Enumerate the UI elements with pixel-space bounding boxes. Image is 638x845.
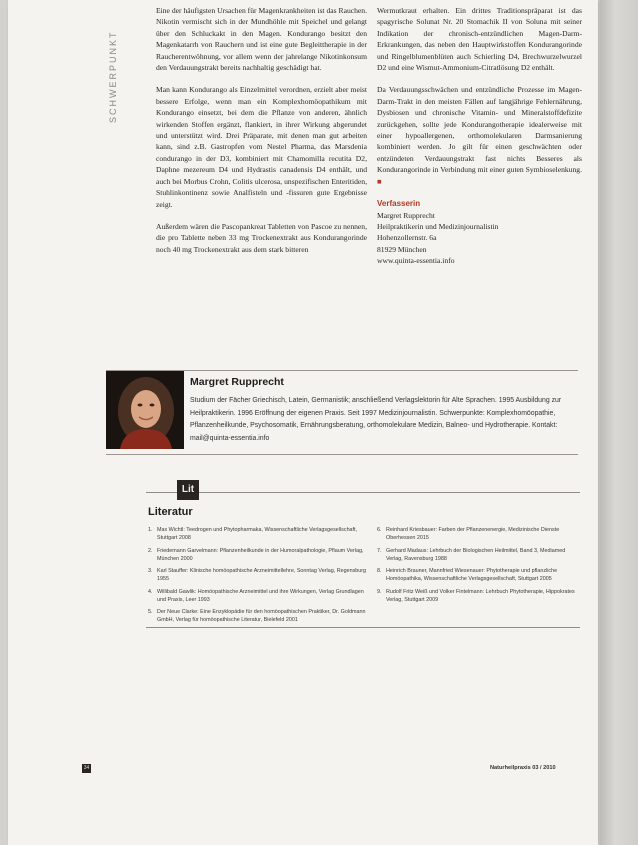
author-website[interactable]: www.quinta-essentia.info (377, 256, 455, 266)
literature-title: Literatur (148, 506, 193, 518)
reference-item: 1. Max Wichtl: Teedrogen und Phytopharmaka, Wissenschaftliche Verlagsgesellschaft, Stuttgart 2008 (148, 527, 358, 542)
article-column-left (156, 5, 367, 266)
author-bio-box (106, 370, 578, 455)
paragraph (377, 84, 582, 187)
bio-text: Studium der Fächer Griechisch, Latein, Germanistik; anschließend Verlagslektorin für Alte Sprachen. 1995 Ausbildung zur Heilpraktikerin. 1996 Eröffnung der eigenen Praxis. Seit 1997 Medizinjournalistin. Schwerpunkte: Komplexhomöopathie, Pflanzenheilkunde, Psychosomatik, Ernährungsberatung, orthomolekulare Medizin, Balneo- und Hydrotherapie. Kontakt: mail@quinta-essentia.info (190, 397, 562, 442)
literature-list-left (148, 526, 370, 629)
magazine-footer (490, 765, 556, 771)
author-city: 81929 München (377, 244, 427, 254)
reference-item: 7. Gerhard Madaus: Lehrbuch der Biologischen Heilmittel, Band 3, Mediamed Verlag, Ravensburg 1988 (377, 547, 566, 562)
author-name: Margret Rupprecht (377, 210, 435, 220)
magazine-issue: Naturheilpraxis 03 / 2010 (490, 765, 556, 771)
reference-item: 8. Heinrich Brauner, Mannfried Wiesenauer: Phytotherapie und pflanzliche Homöopathika, Wissenschaftliche Verlagsgesellschaft, Stuttgart 2005 (377, 568, 558, 583)
page-number: 34 (83, 765, 90, 771)
divider (146, 492, 580, 493)
reference-item: 2. Friedemann Garvelmann: Pflanzenheilkunde in der Humoralpathologie, Pflaum Verlag, München 2000 (148, 547, 364, 562)
author-photo (106, 371, 184, 449)
author-info (377, 210, 582, 267)
author-street: Hohenzollernstr. 6a (377, 233, 437, 243)
paragraph: Außerdem wären die Pascopankreat Tabletten von Pascoe zu nennen, die pro Tablette neben 33 mg Trockenextrakt aus Kondurangorinde noch 40 mg Trockenextrakt aus dem stark bitteren (156, 221, 367, 254)
bio-name: Margret Rupprecht (190, 376, 284, 388)
literature-list-right (377, 526, 580, 608)
paragraph: Eine der häufigsten Ursachen für Magenkrankheiten ist das Rauchen. Nikotin vermischt sich in der Mundhöhle mit Speichel und gelangt über den Schluckakt in den Magen. Kondurango besitzt den Magenkatarrh von Rauchern und ist eine gute Begleittherapie in der Raucherentwöhnung, vor allem wenn der jahrelange Nikotinkonsum den Verdauungstrakt bereits nachhaltig geschädigt hat. (156, 6, 367, 73)
literature-icon: Lit (177, 480, 199, 500)
article-end-mark: ■ (377, 176, 382, 186)
reference-item: 4. Willibald Gawlik: Homöopathische Arzneimittel und ihre Wirkungen, Verlag Grundlagen und Praxis, Leer 1993 (148, 588, 364, 603)
section-label: SCHWERPUNKT (108, 30, 118, 123)
author-profession: Heilpraktikerin und Medizinjournalistin (377, 221, 499, 231)
reference-item: 3. Karl Stauffer: Klinische homöopathische Arzneimittellehre, Sonntag Verlag, Regensburg 1955 (148, 568, 367, 583)
reference-item: 9. Rudolf Fritz Weiß und Volker Fintelmann: Lehrbuch Phytotherapie, Hippokrates Verlag, Stuttgart 2009 (377, 588, 575, 603)
adjacent-page-edge (600, 0, 638, 845)
divider (146, 627, 580, 628)
reference-item: 5. Der Neue Clarke: Eine Enzyklopädie für den homöopathischen Praktiker, Dr. Goldmann GmbH, Verlag für homöopathische Literatur, Bielefeld 2001 (148, 609, 366, 624)
reference-item: 6. Reinhard Kriesbauer: Farben der Pflanzenenergie, Medizinische Dienste Oberhessen 2015 (377, 527, 560, 542)
author-heading: Verfasserin (377, 199, 421, 209)
paragraph: Wermutkraut erhalten. Ein drittes Traditionspräparat ist das spagyrische Solunat Nr. 20 Stomachik II von Soluna mit seiner Indikation der chronisch-entzündlichen Magen-Darm-Erkrankungen, das neben den Hauptwirkstoffen Kondurangorinde und Ringelblumenblüten auch Schierling D4, Brechwurzelwurzel D2 und eine Wismut-Ammonium-Citratlösung D2 enthält. (377, 6, 582, 73)
article-column-right (377, 5, 582, 267)
paragraph-text: Da Verdauungsschwächen und entzündliche Prozesse im Magen-Darm-Trakt in den meisten Fällen auf langjährige Fehlernährung, Dysbiosen und chronische Vitamin- und Mineralstoffdefizite zurückgehen, sollte jede Kondurangotherapie idealerweise mit einer hypoallergenen, orthomolekularen Darmsanierung kombiniert werden. Jo gilt für einen geschwächten oder entzündeten Verdauungstrakt fast nichts Besseres als Kondurangorinde in Verbindung mit einer guten Symbioselenkung. (377, 85, 582, 175)
paragraph: Man kann Kondurango als Einzelmittel verordnen, erzielt aber meist bessere Erfolge, wenn man ein Komplexhomöopathikum mit Kondurango einsetzt, bei dem die Pflanze von anderen, ähnlich wirkenden Stoffen ergänzt, flankiert, in ihrer Wirkung abgerundet und unterstützt wird. Drei Präparate, mit denen man gut arbeiten kann, sind z.B. Gastropfen vom Nestel Pharma, das Marsdenia condurango in der D3, kombiniert mit Chamomilla recutita D2, Daphne mezereum D4 und Hydrastis canadensis D4 enthält, und auch bei Morbus Crohn, Colitis ulcerosa, unspezifischen Enteritiden, Stuhlinkontinenz sowie Analfisteln und -fissuren gute Ergebnisse zeigt. (156, 85, 367, 209)
